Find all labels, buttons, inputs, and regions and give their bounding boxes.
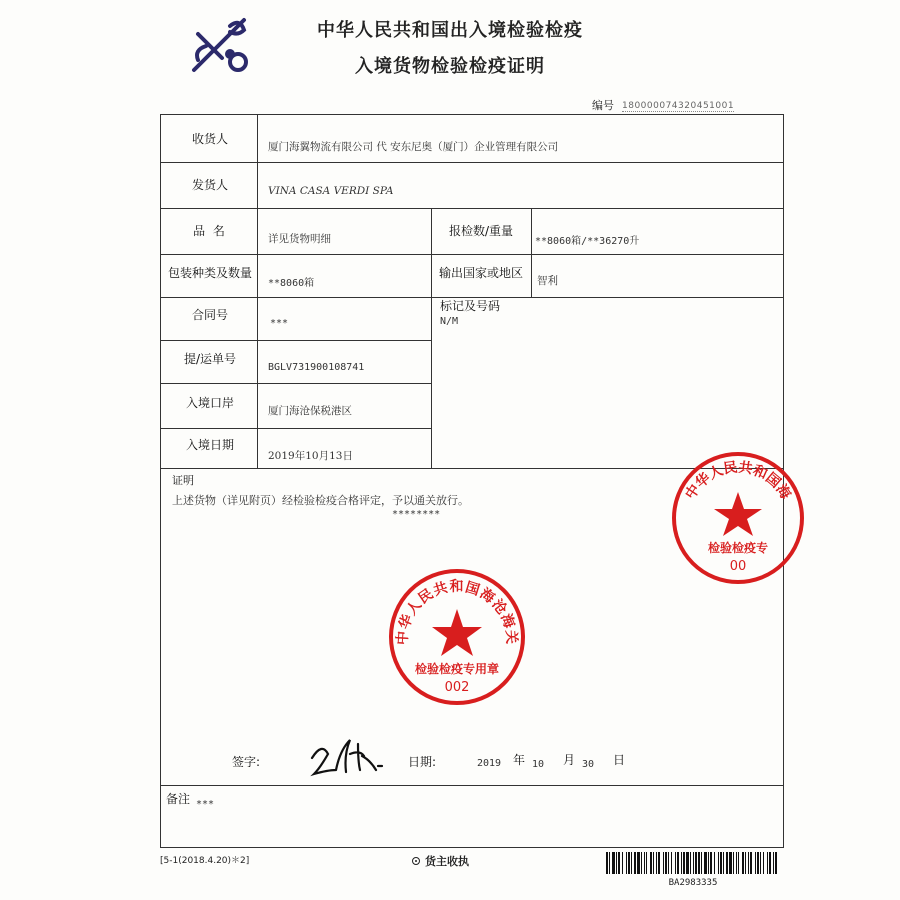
- package-label: 包装种类及数量: [167, 266, 252, 280]
- serial-label: 编号: [592, 99, 614, 112]
- seal-ring-text: 中华人民共和国海沧海关: [394, 579, 520, 646]
- entry-port-label: 入境口岸: [185, 396, 234, 410]
- entry-date-label: 入境日期: [185, 438, 234, 452]
- quantity-weight-value: **8060箱/**36270升: [535, 236, 640, 247]
- consignee-value: 厦门海翼物流有限公司 代 安东尼奥（厦门）企业管理有限公司: [268, 141, 559, 153]
- circle-dot-icon: [412, 857, 420, 865]
- sign-month: 10: [532, 759, 545, 770]
- year-unit: 年: [513, 753, 526, 767]
- barcode: [606, 852, 780, 880]
- month-unit: 月: [563, 753, 576, 767]
- seal-inner-text: 检验检疫专用章: [414, 662, 500, 676]
- sign-year: 2019: [477, 758, 502, 769]
- origin-country-label: 输出国家或地区: [438, 266, 523, 280]
- origin-country-value: 智利: [537, 275, 558, 287]
- handwritten-signature: [306, 736, 394, 780]
- consignor-value: VINA CASA VERDI SPA: [268, 185, 394, 197]
- side-seal-ring-text: 中华人民共和国海: [682, 459, 794, 503]
- contract-value: ***: [270, 318, 289, 329]
- consignee-label: 收货人: [191, 132, 228, 146]
- certificate-label: 证明: [172, 474, 194, 487]
- serial-number: 180000074320451001: [622, 101, 735, 111]
- remarks-label: 备注: [166, 792, 191, 806]
- sign-label: 签字:: [232, 755, 261, 769]
- quantity-weight-label: 报检数/重量: [448, 224, 514, 238]
- form-code: [5-1(2018.4.20)＊2]: [160, 856, 250, 866]
- package-value: **8060箱: [268, 278, 315, 289]
- sign-day: 30: [582, 759, 595, 770]
- barcode-number: BA2983335: [668, 878, 718, 888]
- side-seal-inner-text: 检验检疫专: [707, 541, 769, 555]
- remarks-value: ***: [196, 799, 215, 810]
- document-header-title: 中华人民共和国出入境检验检疫: [317, 20, 583, 41]
- marks-label: 标记及号码: [440, 299, 501, 313]
- bill-label: 提/运单号: [183, 352, 237, 366]
- product-value: 详见货物明细: [268, 233, 331, 245]
- marks-value: N/M: [440, 316, 459, 327]
- side-seal: [668, 448, 794, 588]
- official-seal: [387, 567, 527, 707]
- bill-value: BGLV731900108741: [268, 362, 365, 373]
- consignor-label: 发货人: [191, 178, 228, 192]
- certificate-stars: ********: [392, 509, 441, 520]
- document-title: 入境货物检验检疫证明: [355, 56, 545, 77]
- certificate-text: 上述货物（详见附页）经检验检疫合格评定，予以通关放行。: [172, 494, 469, 507]
- side-seal-number: 00: [729, 559, 747, 574]
- entry-date-value: 2019年10月13日: [268, 450, 353, 462]
- entry-port-value: 厦门海沧保税港区: [268, 405, 352, 417]
- copy-label: 货主收执: [425, 855, 469, 868]
- contract-label: 合同号: [191, 308, 228, 322]
- day-unit: 日: [613, 753, 626, 767]
- product-label: 品 名: [193, 224, 227, 238]
- date-label: 日期:: [408, 755, 437, 769]
- seal-number: 002: [444, 680, 470, 695]
